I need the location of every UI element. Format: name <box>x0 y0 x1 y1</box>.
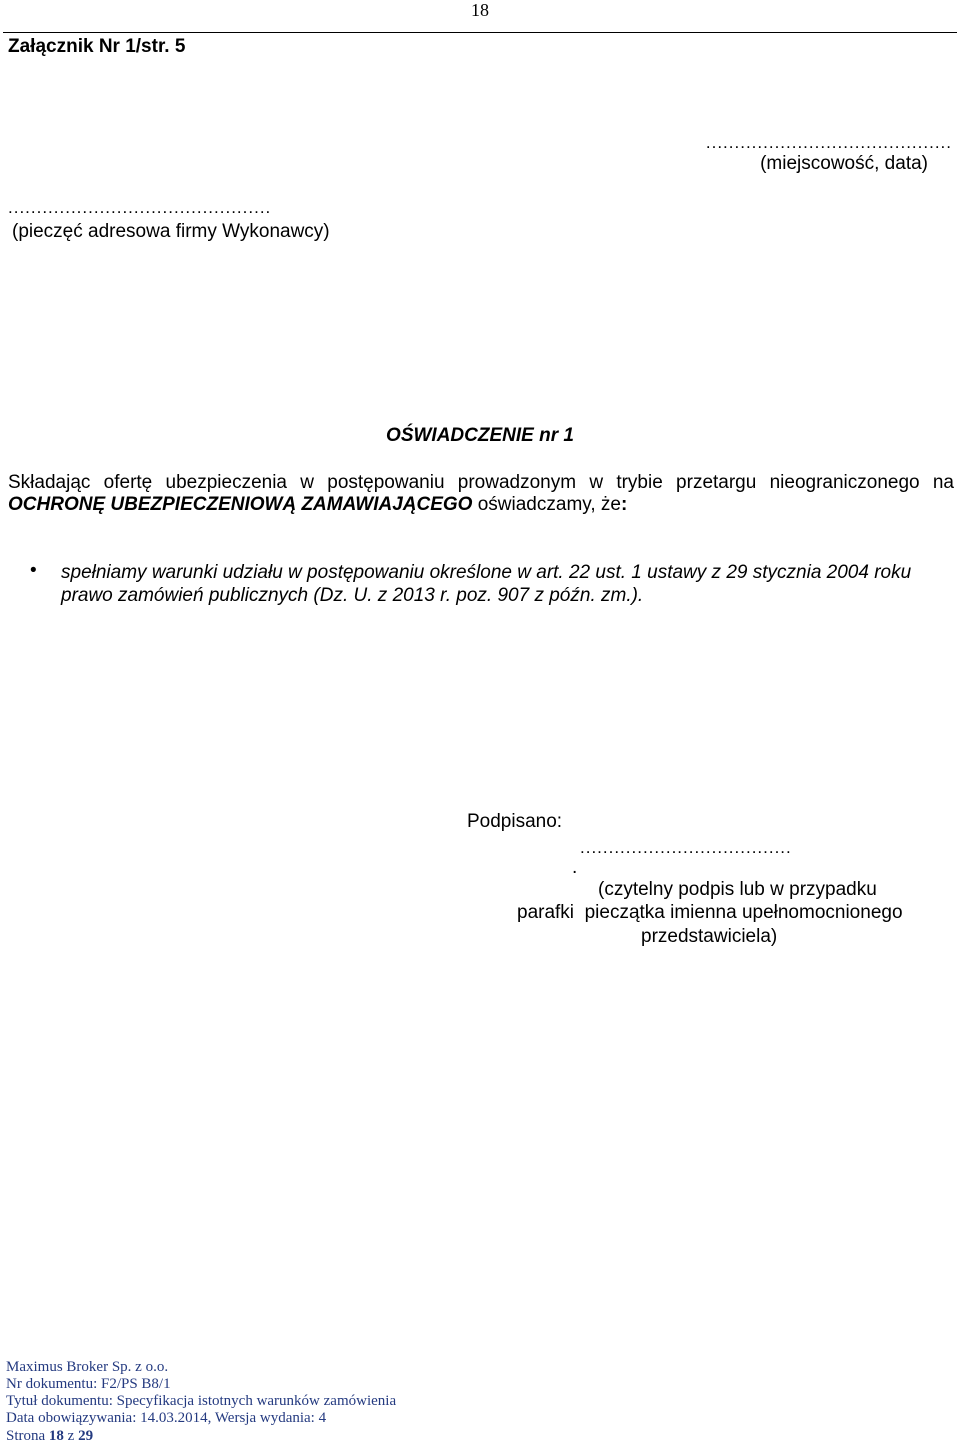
footer-doc-number: Nr dokumentu: F2/PS B8/1 <box>6 1376 171 1392</box>
statement-title: OŚWIADCZENIE nr 1 <box>386 425 574 446</box>
signed-label: Podpisano: <box>467 811 563 832</box>
bullet-item-line-2: prawo zamówień publicznych (Dz. U. z 2013 r. poz. 907 z późn. zm.). <box>61 585 644 606</box>
intro-paragraph-line-2 <box>8 494 627 516</box>
intro-declare: oświadczamy, że <box>472 494 621 515</box>
signature-caption-line-2: parafki pieczątka imienna upełnomocnionego <box>517 902 903 923</box>
footer-company: Maximus Broker Sp. z o.o. <box>6 1359 169 1375</box>
signature-caption-line-1: (czytelny podpis lub w przypadku <box>598 879 877 900</box>
bullet-icon: • <box>30 560 37 581</box>
intro-subject: OCHRONĘ UBEZPIECZENIOWĄ ZAMAWIAJĄCEGO <box>8 494 473 515</box>
signature-dots: ..................................... <box>580 838 792 857</box>
company-stamp-dots: .............................................. <box>8 198 272 217</box>
header-divider <box>3 32 957 33</box>
place-date-caption: (miejscowość, data) <box>760 153 928 174</box>
footer-page-total: 29 <box>78 1428 94 1444</box>
intro-colon: : <box>620 494 628 515</box>
company-stamp-caption: (pieczęć adresowa firmy Wykonawcy) <box>12 221 330 242</box>
page-number: 18 <box>471 0 489 20</box>
annex-label: Załącznik Nr 1/str. 5 <box>8 36 186 57</box>
footer-validity: Data obowiązywania: 14.03.2014, Wersja wydania: 4 <box>6 1410 327 1426</box>
footer-page-indicator <box>6 1428 93 1445</box>
footer-page-of: z <box>67 1428 75 1444</box>
footer-page-current: 18 <box>48 1428 64 1444</box>
intro-paragraph-line-1: Składając ofertę ubezpieczenia w postępowaniu prowadzonym w trybie przetargu nieograniczonego na <box>8 472 954 493</box>
bullet-item-line-1: spełniamy warunki udziału w postępowaniu określone w art. 22 ust. 1 ustawy z 29 stycznia 2004 roku <box>61 562 912 583</box>
place-date-dots: ........................................... <box>705 133 952 152</box>
signature-caption-line-3: przedstawiciela) <box>641 926 778 947</box>
footer-page-word: Strona <box>6 1428 46 1444</box>
footer-doc-title: Tytuł dokumentu: Specyfikacja istotnych warunków zamówienia <box>6 1393 397 1409</box>
signature-dot: . <box>572 857 578 878</box>
